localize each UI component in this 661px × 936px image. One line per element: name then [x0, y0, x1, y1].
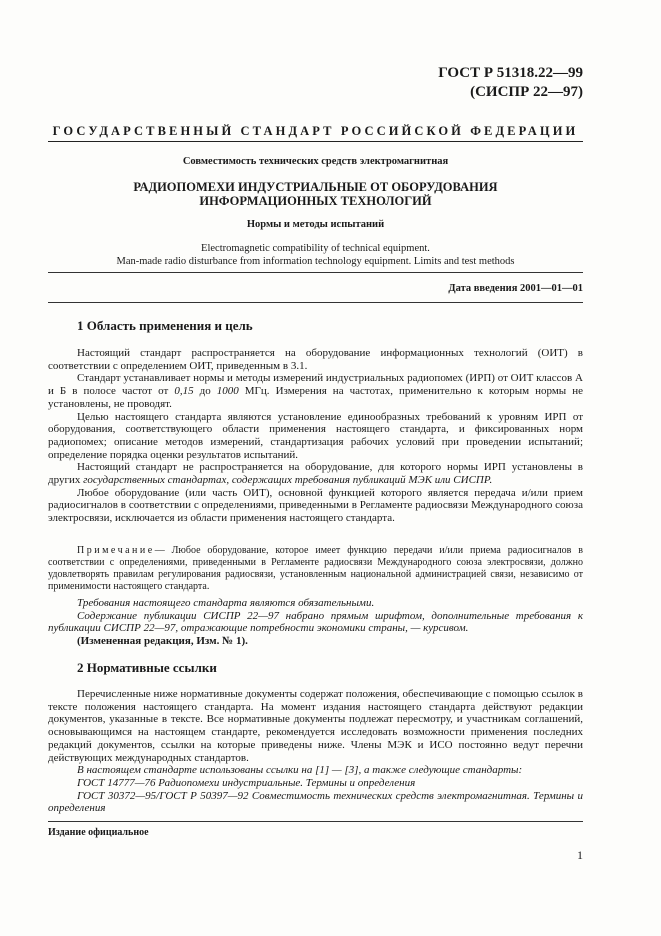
english-line-1: Electromagnetic compatibility of technical equipment.	[201, 243, 430, 254]
english-line-2: Man-made radio disturbance from information technology equipment. Limits and test methods	[116, 256, 515, 267]
section-2-body	[48, 688, 583, 815]
banner-rule	[48, 141, 583, 142]
standard-designation	[438, 64, 583, 102]
title-line-1: РАДИОПОМЕХИ ИНДУСТРИАЛЬНЫЕ ОТ ОБОРУДОВАНИЯ	[133, 180, 498, 194]
p2-text-a: Стандарт устанавливает нормы и методы измерений индустриальных радиопомех (ИРП) от ОИТ классов А и Б в полосе частот от	[48, 372, 583, 398]
requirements-typeface: Содержание публикации СИСПР 22—97 набрано прямым шрифтом, дополнительные требования к публикации СИСПР 22—97, отражающие потребности экономики страны, — курсивом.	[48, 609, 583, 635]
compatibility-heading: Совместимость технических средств электромагнитная	[182, 156, 449, 167]
section-2-paragraph-2: В настоящем стандарте использованы ссылки на [1] — [3], а также следующие стандарты:	[77, 764, 523, 777]
requirements-block	[48, 597, 583, 648]
note-text: — Любое оборудование, которое имеет функцию передачи и/или приема радиосигналов в соответствии с определениями, приведенными в Регламенте радиосвязи Международного союза электросвязи, должно удовлетворять правилам регулирования радиосвязи, установленным национальной администрацией связи, независимо от применимости настоящего стандарта.	[48, 545, 583, 592]
effective-date: Дата введения 2001—01—01	[448, 283, 583, 294]
gost-number: ГОСТ Р 51318.22—99	[438, 65, 583, 81]
requirements-mandatory: Требования настоящего стандарта являются обязательными.	[77, 597, 375, 609]
section-1-paragraph-4	[48, 461, 583, 486]
reference-gost-30372: ГОСТ 30372—95/ГОСТ Р 50397—92 Совместимость технических средств электромагнитная. Термины и определения	[48, 789, 583, 815]
official-edition: Издание официальное	[48, 827, 149, 838]
section-2-paragraph-1: Перечисленные ниже нормативные документы содержат положения, обеспечивающие с помощью ссылок в тексте положения настоящего стандарта. На момент издания настоящего стандарта действуют редакции документов, указанные в тексте. Все нормативные документы подлежат пересмотру, и участникам соглашений, основывающимся на настоящем стандарте, рекомендуется исследовать возможности применения последних редакций документов, ссылки на которые приведены ниже. Члены МЭК и ИСО постоянно ведут перечни действующих международных стандартов.	[48, 688, 583, 764]
date-rule	[48, 302, 583, 303]
section-2-heading: 2 Нормативные ссылки	[77, 660, 217, 675]
cispr-number: (СИСПР 22—97)	[470, 84, 583, 100]
freq-high: 1000	[216, 385, 239, 398]
section-1-heading: 1 Область применения и цель	[77, 318, 253, 333]
page-number: 1	[577, 848, 583, 862]
title-line-2: ИНФОРМАЦИОННЫХ ТЕХНОЛОГИЙ	[199, 194, 432, 208]
freq-low: 0,15	[174, 385, 194, 398]
document-subtitle: Нормы и методы испытаний	[246, 219, 385, 230]
section-1-paragraph-1: Настоящий стандарт распространяется на оборудование информационных технологий (ОИТ) в соответствии с определением ОИТ, приведенным в 3.1.	[48, 347, 583, 372]
note-paragraph	[48, 545, 583, 593]
document-title	[48, 180, 583, 208]
note-block	[48, 545, 583, 593]
reference-gost-14777: ГОСТ 14777—76 Радиопомехи индустриальные. Термины и определения	[77, 776, 416, 789]
p4-text-italic: государственных стандартах, содержащих требования публикаций МЭК или СИСПР.	[83, 474, 493, 487]
p2-text-b: до	[193, 385, 217, 398]
section-1-paragraph-3: Целью настоящего стандарта являются установление единообразных требований к уровням ИРП от оборудования, соответствующего области применения настоящего стандарта, и фиксированных норм радиопомех; описание методов измерений, стандартизация рабочих условий при проведении испытаний; определение порядка оценки результатов испытаний.	[48, 410, 583, 461]
note-label: Примечание	[77, 545, 155, 556]
p2-text-c: МГц. Измерения на частотах, применительно к которым нормы не установлены, не проводят.	[48, 385, 583, 410]
state-standard-banner: ГОСУДАРСТВЕННЫЙ СТАНДАРТ РОССИЙСКОЙ ФЕДЕРАЦИИ	[52, 124, 579, 138]
p4-text-a: Настоящий стандарт не распространяется на оборудование, для которого нормы ИРП установлены в других	[48, 461, 583, 487]
section-1-paragraph-5: Любое оборудование (или часть ОИТ), основной функцией которого является передача и/или прием радиосигналов в соответствии с определениями, приведенными в Регламенте радиосвязи Международного союза электросвязи, исключается из области применения настоящего стандарта.	[48, 486, 583, 525]
section-1-body	[48, 347, 583, 525]
amendment-note: (Измененная редакция, Изм. № 1).	[77, 635, 248, 648]
title-rule	[48, 272, 583, 273]
section-1-paragraph-2	[48, 372, 583, 410]
footer-rule	[48, 821, 583, 822]
english-title	[48, 242, 583, 268]
